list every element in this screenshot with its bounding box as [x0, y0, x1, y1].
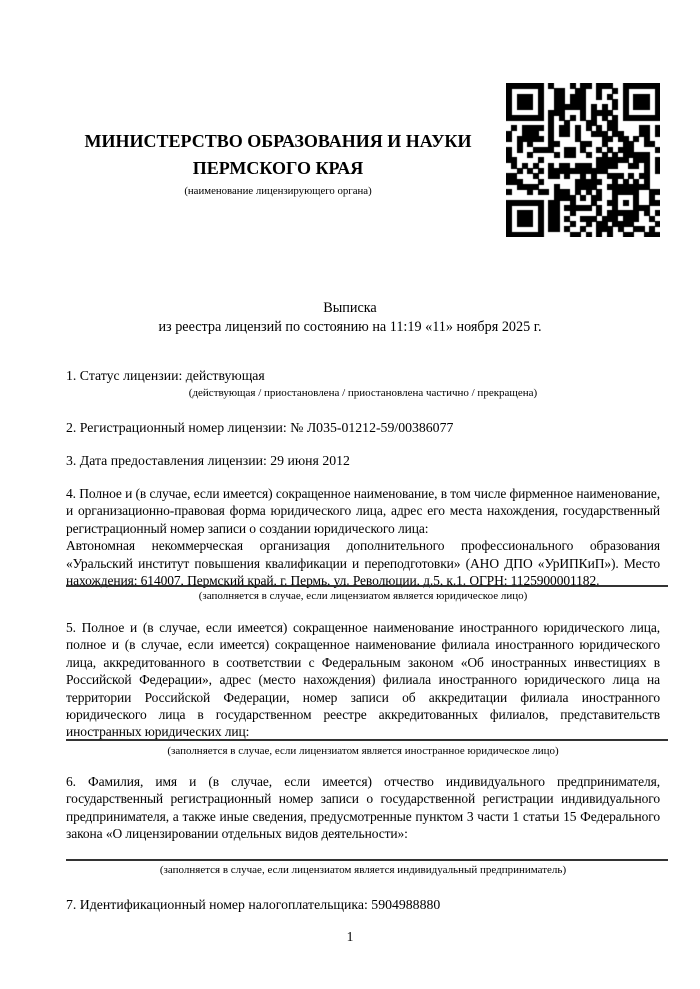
item-4-caption: (заполняется в случае, если лицензиатом является юридическое лицо)	[198, 590, 528, 602]
ministry-name-line2: ПЕРМСКОГО КРАЯ	[192, 158, 364, 178]
item-4-fill-line	[66, 585, 668, 587]
document-title-line2: из реестра лицензий по состоянию на 11:19 «11» ноября 2025 г.	[158, 318, 542, 335]
item-6-caption: (заполняется в случае, если лицензиатом является индивидуальный предприниматель)	[159, 864, 567, 876]
item-7-taxpayer-number: 7. Идентификационный номер налогоплательщика: 5904988880	[66, 897, 441, 912]
item-5-fill-line	[66, 739, 668, 741]
licensing-authority-header	[64, 128, 492, 198]
item-4-legal-entity	[66, 485, 660, 589]
ministry-name-line1: МИНИСТЕРСТВО ОБРАЗОВАНИЯ И НАУКИ	[84, 131, 472, 151]
item-6-fill-line	[66, 859, 668, 861]
item-3-license-date: 3. Дата предоставления лицензии: 29 июня 2012	[66, 453, 350, 468]
item-6-individual-entrepreneur: 6. Фамилия, имя и (в случае, если имеется) отчество индивидуального предпринимателя, государственный регистрационный номер записи о государственной регистрации индивидуального предпринимателя, а также иные сведения, предусмотренные пунктом 3 части 1 статьи 15 Федерального закона «О лицензировании отдельных видов деятельности»:	[66, 774, 660, 842]
qr-code-icon	[506, 83, 660, 237]
item-1-caption: (действующая / приостановлена / приостановлена частично / прекращена)	[188, 387, 538, 399]
item-4-label: 4. Полное и (в случае, если имеется) сокращенное наименование, в том числе фирменное наименование, и организационно-правовая форма юридического лица, адрес его места нахождения, государственный регистрационный номер записи о создании юридического лица:	[66, 486, 660, 536]
item-1-license-status: 1. Статус лицензии: действующая	[66, 368, 265, 383]
ministry-name-caption: (наименование лицензирующего органа)	[184, 185, 372, 197]
item-2-registration-number: 2. Регистрационный номер лицензии: № Л035-01212-59/00386077	[66, 420, 454, 435]
page-number: 1	[346, 929, 354, 944]
document-title-line1: Выписка	[323, 300, 377, 316]
item-5-foreign-entity: 5. Полное и (в случае, если имеется) сокращенное наименование иностранного юридического лица, полное и (в случае, если имеется) сокращенное наименование филиала иностранного юридического лица, аккредитованного в соответствии с Федеральным законом «Об иностранных инвестициях в Российской Федерации», адрес (место нахождения) филиала иностранного юридического лица на территории Российской Федерации, номер записи об аккредитации филиала иностранного юридического лица в государственном реестре аккредитованных филиалов, представительств иностранных юридических лиц:	[66, 620, 660, 740]
item-5-caption: (заполняется в случае, если лицензиатом является иностранное юридическое лицо)	[167, 745, 559, 757]
document-title	[0, 299, 700, 336]
item-4-value: Автономная некоммерческая организация дополнительного профессионального образования «Уральский институт повышения квалификации и переподготовки» (АНО ДПО «УрИПКиП»). Место нахождения: 614007, Пермский край, г. Пермь, ул. Революции, д.5, к.1. ОГРН: 1125900001182.	[66, 538, 660, 589]
